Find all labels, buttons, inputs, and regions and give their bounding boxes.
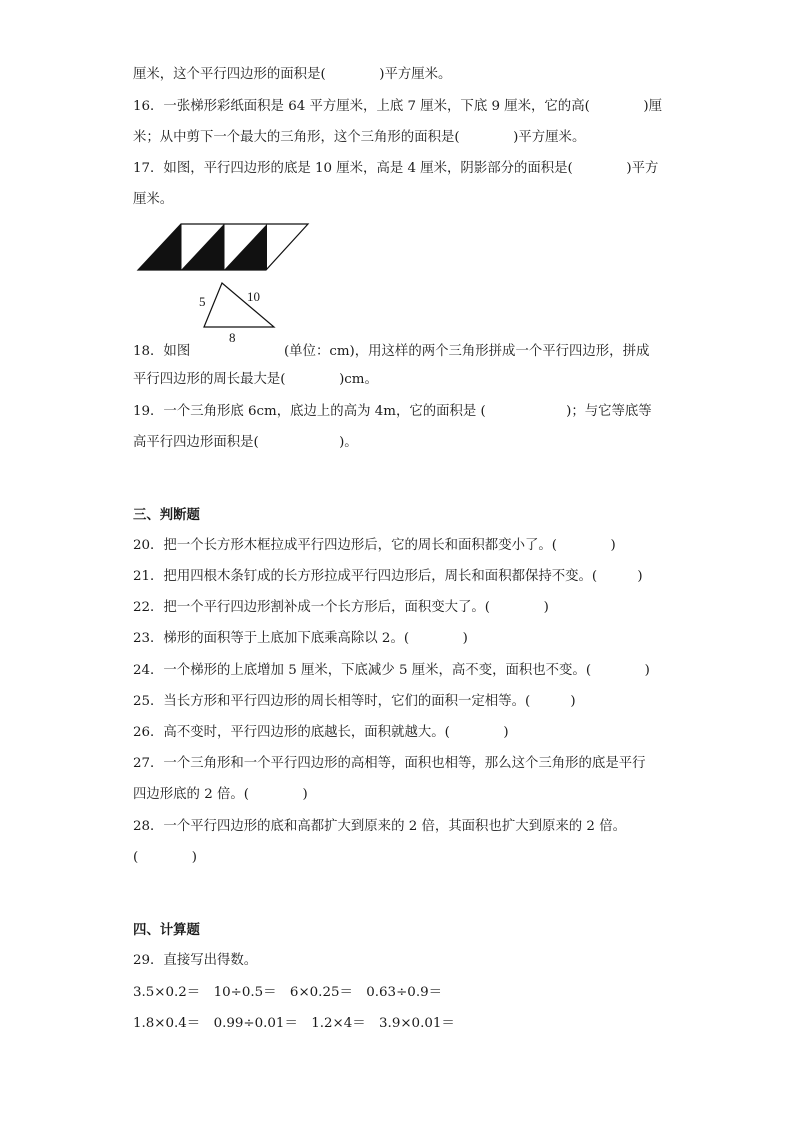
question-29: 29．直接写出得数。 (133, 953, 258, 968)
line-15-cont: 厘米，这个平行四边形的面积是( )平方厘米。 (133, 67, 452, 82)
section-heading-judgment: 三、判断题 (133, 507, 200, 523)
question-16: 16．一张梯形彩纸面积是 64 平方厘米，上底 7 厘米，下底 9 厘米，它的高( )厘 (133, 99, 662, 114)
question-19-cont: 高平行四边形面积是( )。 (133, 435, 358, 450)
question-27-cont: 四边形底的 2 倍。( ) (133, 787, 308, 802)
shaded-triangle-2 (181, 224, 224, 270)
triangle-outline (204, 283, 274, 327)
question-28-cont: ( ) (133, 850, 198, 865)
triangle-side-bottom-label: 8 (229, 330, 236, 345)
question-23: 23．梯形的面积等于上底加下底乘高除以 2。( ) (133, 631, 468, 646)
triangle-side-left-label: 5 (199, 294, 206, 309)
question-18-cont: 平行四边形的周长最大是( )cm。 (133, 372, 378, 387)
question-18: 18．如图 (单位：cm)，用这样的两个三角形拼成一个平行四边形，拼成 (133, 344, 650, 359)
question-22: 22．把一个平行四边形割补成一个长方形后，面积变大了。( ) (133, 600, 549, 615)
question-25: 25．当长方形和平行四边形的周长相等时，它们的面积一定相等。( ) (133, 694, 576, 709)
question-26: 26．高不变时，平行四边形的底越长，面积就越大。( ) (133, 725, 509, 740)
section-heading-calculation: 四、计算题 (133, 922, 200, 938)
question-17-cont: 厘米。 (133, 192, 174, 207)
question-24: 24．一个梯形的上底增加 5 厘米，下底减少 5 厘米，高不变，面积也不变。( ) (133, 663, 650, 678)
question-21: 21．把用四根木条钉成的长方形拉成平行四边形后，周长和面积都保持不变。( ) (133, 569, 643, 584)
question-27: 27．一个三角形和一个平行四边形的高相等，面积也相等，那么这个三角形的底是平行 (133, 756, 646, 771)
parallelogram-figure (136, 222, 312, 272)
question-17: 17．如图，平行四边形的底是 10 厘米，高是 4 厘米，阴影部分的面积是( )平方 (133, 161, 659, 176)
triangle-side-right-label: 10 (247, 289, 260, 304)
question-28: 28．一个平行四边形的底和高都扩大到原来的 2 倍，其面积也扩大到原来的 2 倍。 (133, 819, 626, 834)
question-19: 19．一个三角形底 6cm，底边上的高为 4m，它的面积是 ( )；与它等底等 (133, 404, 652, 419)
question-16-cont: 米；从中剪下一个最大的三角形，这个三角形的面积是( )平方厘米。 (133, 130, 586, 145)
calc-row-2: 1.8×0.4＝ 0.99÷0.01＝ 1.2×4＝ 3.9×0.01＝ (133, 1016, 455, 1031)
calc-row-1: 3.5×0.2＝ 10÷0.5＝ 6×0.25＝ 0.63÷0.9＝ (133, 985, 442, 1000)
shaded-triangle-3 (224, 224, 267, 270)
triangle-figure (200, 281, 280, 331)
question-20: 20．把一个长方形木框拉成平行四边形后，它的周长和面积都变小了。( ) (133, 538, 616, 553)
